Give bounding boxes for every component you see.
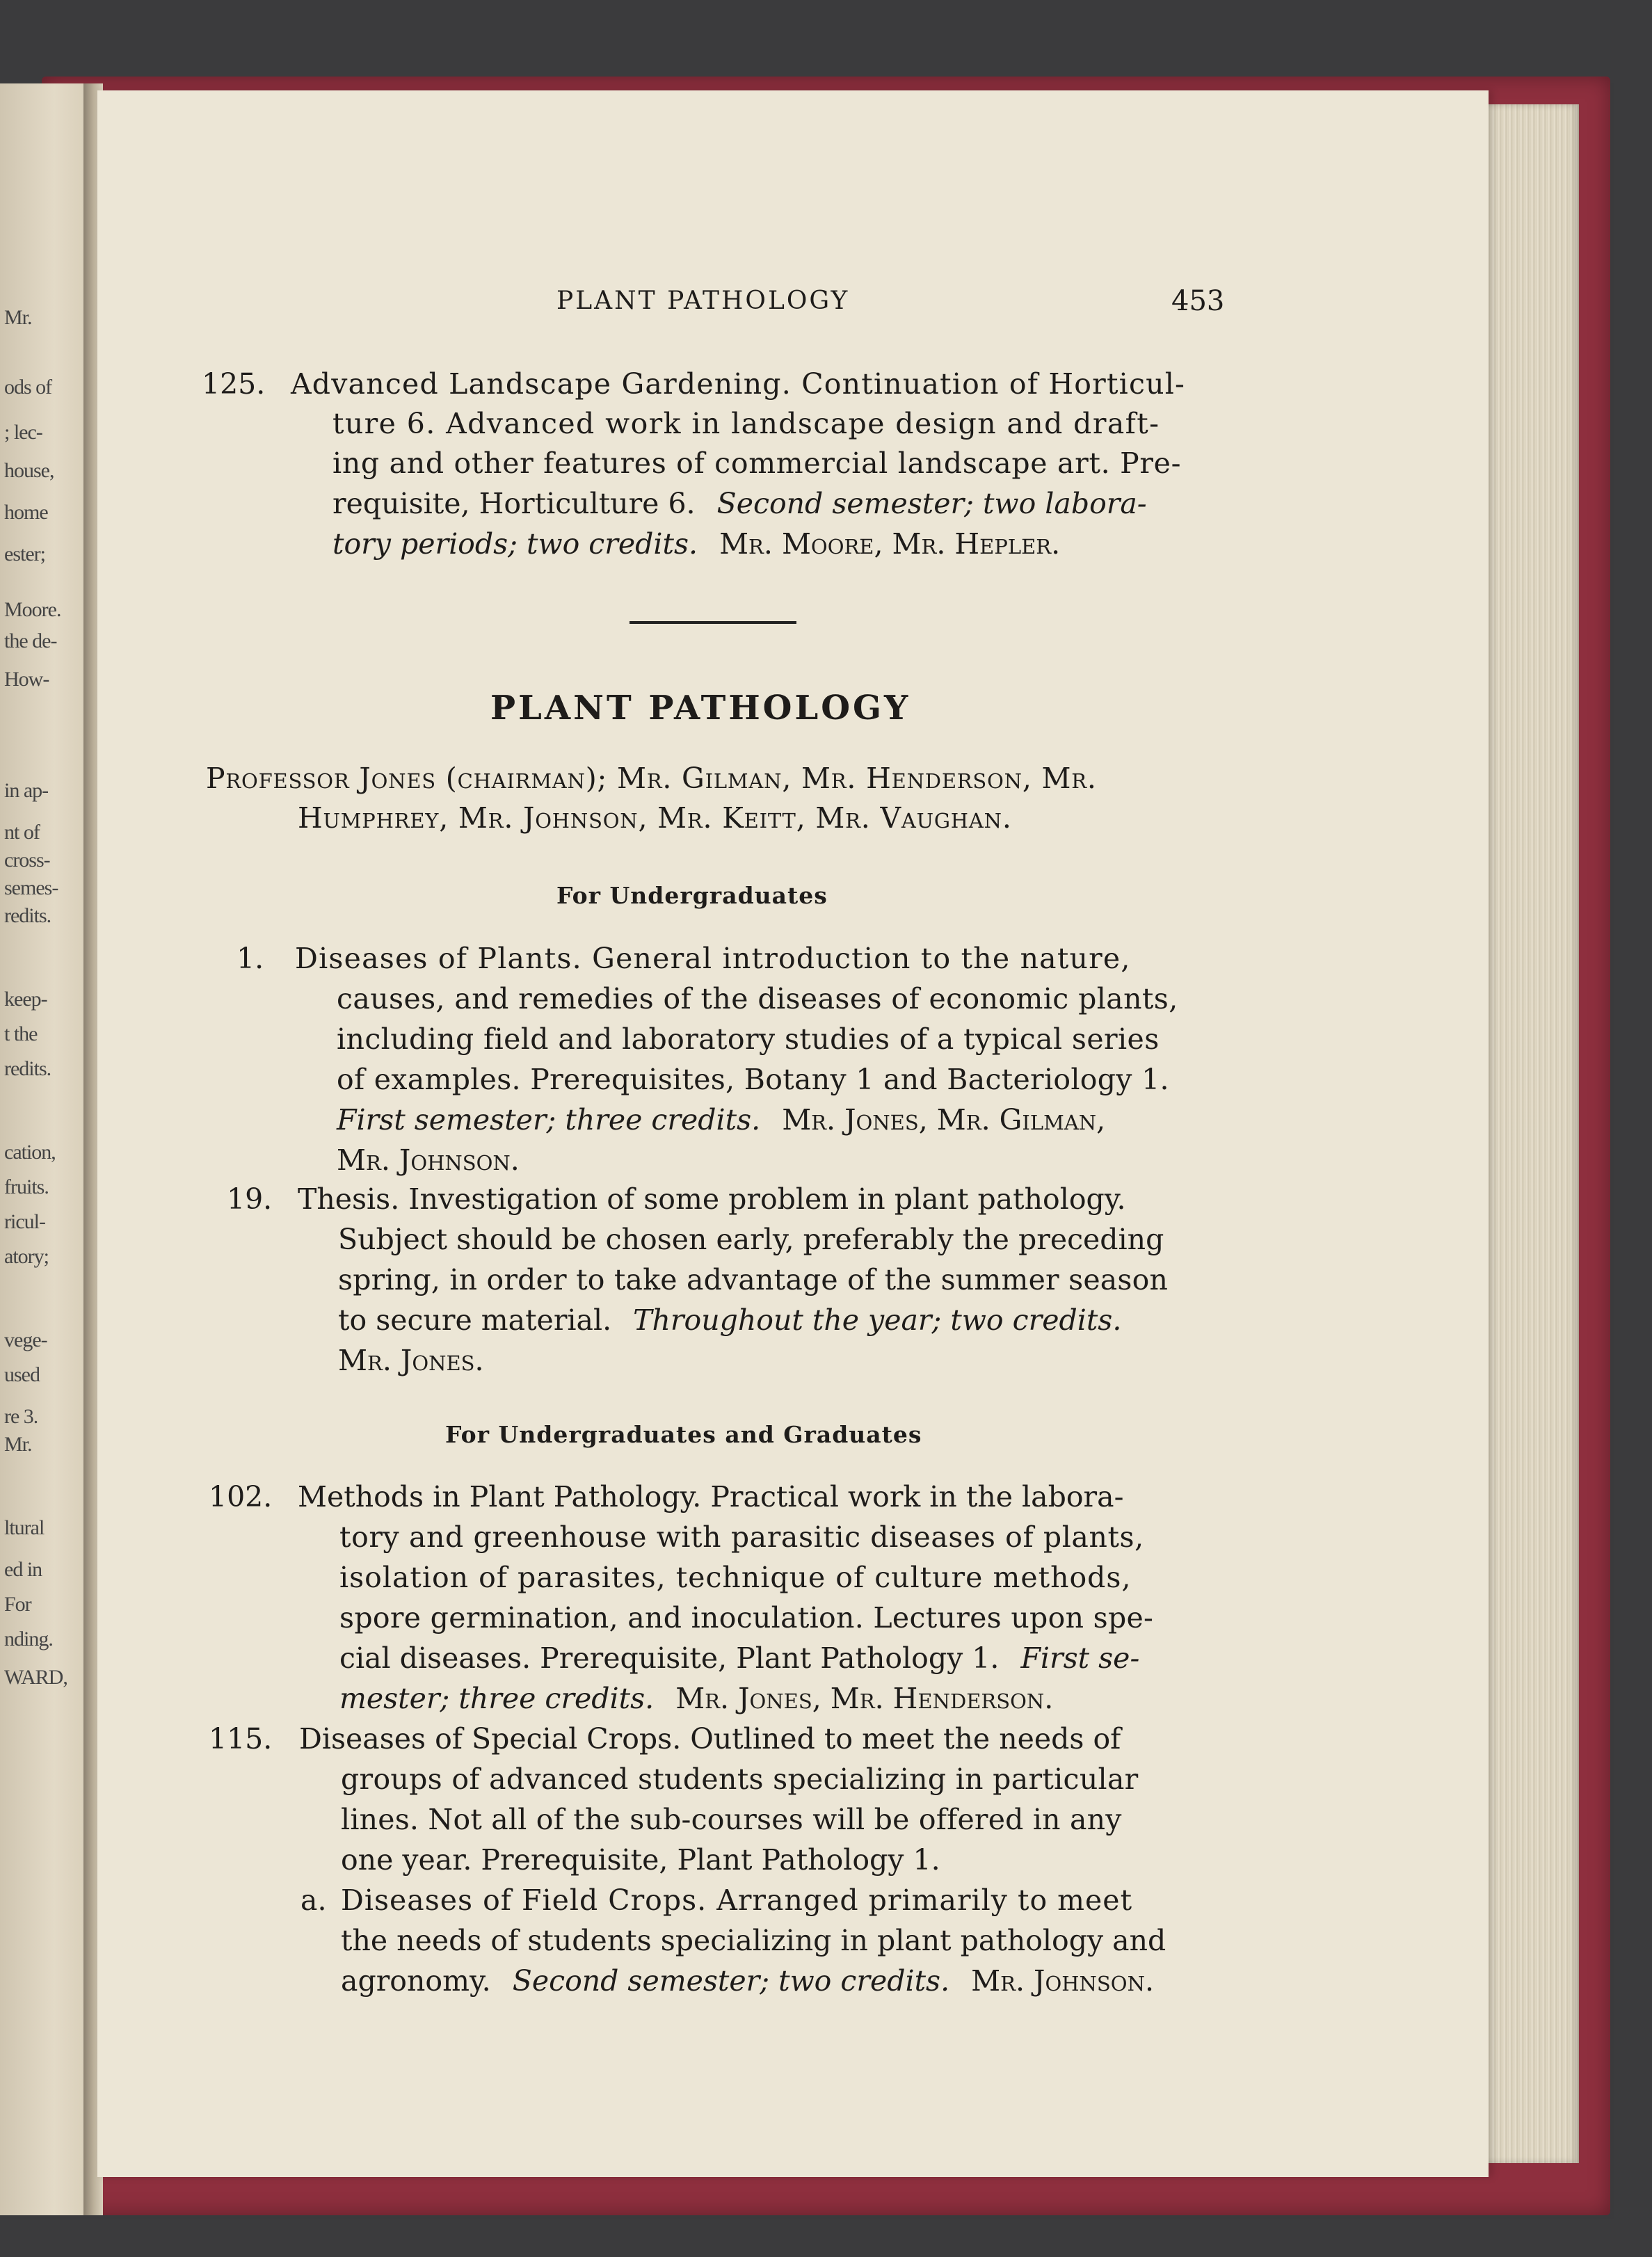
course-line — [337, 1103, 1105, 1136]
left-page-fragment: keep- — [4, 988, 47, 1011]
course-line: spore germination, and inoculation. Lectures upon spe- — [339, 1601, 1154, 1634]
course-line — [339, 1682, 1053, 1715]
course-number: 125. — [202, 367, 266, 401]
course-number: 102. — [209, 1480, 273, 1513]
scan-background-top — [0, 0, 1652, 83]
left-page-fragment: How- — [4, 668, 49, 691]
course-schedule: Second semester; two labora- — [716, 487, 1147, 520]
course-line: one year. Prerequisite, Plant Pathology 1. — [341, 1843, 940, 1877]
left-page-fragment: redits. — [4, 1057, 51, 1080]
course-instructors: Mr. Jones, Mr. Henderson. — [675, 1682, 1054, 1715]
left-page-fragment: Mr. — [4, 1433, 32, 1456]
course-line: the needs of students specializing in plant pathology and — [341, 1924, 1166, 1957]
left-page-fragment: vege- — [4, 1328, 47, 1351]
left-page-fragment: ricul- — [4, 1210, 45, 1233]
course-line: of examples. Prerequisites, Botany 1 and Bacteriology 1. — [337, 1063, 1169, 1096]
course-line: causes, and remedies of the diseases of economic plants, — [337, 982, 1178, 1015]
page-number: 453 — [1171, 285, 1225, 317]
left-page-fragment: the de- — [4, 629, 57, 652]
course-line: Diseases of Plants. General introduction to the nature, — [295, 942, 1131, 975]
course-text: to secure material. — [338, 1303, 612, 1337]
course-instructors: Mr. Moore, Mr. Hepler. — [719, 527, 1061, 561]
course-schedule: mester; three credits. — [339, 1682, 655, 1715]
left-page-fragment: cation, — [4, 1141, 56, 1164]
staff-line: Professor Jones (chairman); Mr. Gilman, Mr. Henderson, Mr. — [206, 762, 1097, 795]
left-page-fragment: semes- — [4, 876, 58, 899]
course-line: ture 6. Advanced work in landscape design and draft- — [332, 407, 1160, 440]
left-page-fragment: in ap- — [4, 779, 49, 802]
running-head: PLANT PATHOLOGY — [556, 287, 850, 315]
course-line — [332, 527, 1060, 561]
course-line: Subject should be chosen early, preferably the preceding — [338, 1223, 1164, 1256]
course-line: lines. Not all of the sub-courses will be offered in any — [341, 1803, 1122, 1836]
course-instructors: Mr. Johnson. — [971, 1964, 1154, 1998]
left-page-fragment: fruits. — [4, 1175, 49, 1198]
left-page-fragment: ed in — [4, 1558, 42, 1581]
course-schedule: First se- — [1020, 1641, 1140, 1675]
course-number: 1. — [236, 942, 264, 975]
course-text: requisite, Horticulture 6. — [332, 487, 696, 520]
course-line: tory and greenhouse with parasitic diseases of plants, — [339, 1520, 1144, 1554]
left-page-fragment: used — [4, 1363, 40, 1386]
course-schedule: Second semester; two credits. — [512, 1964, 950, 1998]
course-schedule: Throughout the year; two credits. — [633, 1303, 1122, 1337]
left-page-fragment: nt of — [4, 821, 40, 844]
course-number: 115. — [209, 1722, 273, 1756]
course-instructors: Mr. Johnson. — [337, 1143, 520, 1177]
subcourse-label: a. — [300, 1883, 327, 1917]
left-page-fragment: home — [4, 501, 48, 524]
course-line: groups of advanced students specializing in particular — [341, 1762, 1139, 1796]
course-number: 19. — [227, 1182, 273, 1216]
course-line: Methods in Plant Pathology. Practical work in the labora- — [298, 1480, 1124, 1513]
left-page-fragment: Moore. — [4, 598, 61, 621]
course-instructors: Mr. Jones, Mr. Gilman, — [782, 1103, 1106, 1136]
course-line: Thesis. Investigation of some problem in plant pathology. — [298, 1182, 1126, 1216]
left-page-fragment: Mr. — [4, 306, 32, 329]
subsection-heading: For Undergraduates and Graduates — [445, 1421, 922, 1448]
left-page-fragment: house, — [4, 459, 54, 482]
left-facing-page — [0, 83, 90, 2215]
left-page-fragment: For — [4, 1593, 31, 1616]
course-line: Advanced Landscape Gardening. Continuation of Horticul- — [291, 367, 1186, 401]
left-page-fragment: ; lec- — [4, 421, 42, 444]
course-line — [341, 1964, 1154, 1998]
section-title: PLANT PATHOLOGY — [490, 689, 911, 728]
course-line: isolation of parasites, technique of culture methods, — [339, 1561, 1132, 1594]
course-line: including field and laboratory studies of a typical series — [337, 1022, 1160, 1056]
left-page-fragment: ods of — [4, 376, 52, 399]
page-edges — [1475, 104, 1579, 2163]
left-page-fragment: ester; — [4, 543, 45, 565]
left-page-fragment: WARD, — [4, 1666, 67, 1689]
left-page-fragment: ltural — [4, 1516, 45, 1539]
subsection-heading: For Undergraduates — [556, 882, 828, 909]
course-line: Diseases of Field Crops. Arranged primarily to meet — [341, 1883, 1133, 1917]
course-text: cial diseases. Prerequisite, Plant Pathology 1. — [339, 1641, 1000, 1675]
course-schedule: First semester; three credits. — [337, 1103, 761, 1136]
course-line — [338, 1303, 1121, 1337]
left-page-fragment: redits. — [4, 904, 51, 927]
left-page-fragment: nding. — [4, 1628, 53, 1650]
course-line: Diseases of Special Crops. Outlined to meet the needs of — [299, 1722, 1121, 1756]
course-text: agronomy. — [341, 1964, 491, 1998]
left-page-fragment: re 3. — [4, 1405, 38, 1428]
course-instructors: Mr. Jones. — [338, 1344, 484, 1377]
left-page-fragment: atory; — [4, 1245, 49, 1268]
course-line — [332, 487, 1147, 520]
staff-line: Humphrey, Mr. Johnson, Mr. Keitt, Mr. Vaughan. — [298, 801, 1012, 835]
course-line: ing and other features of commercial landscape art. Pre- — [332, 447, 1182, 480]
scan-background-bottom — [0, 2219, 1652, 2257]
left-page-fragment: t the — [4, 1022, 38, 1045]
course-line — [339, 1641, 1139, 1675]
left-page-fragment: cross- — [4, 849, 50, 872]
course-line: spring, in order to take advantage of the summer season — [338, 1263, 1169, 1296]
section-divider — [629, 621, 796, 624]
course-schedule: tory periods; two credits. — [332, 527, 698, 561]
scan-background-right — [1614, 0, 1652, 2257]
